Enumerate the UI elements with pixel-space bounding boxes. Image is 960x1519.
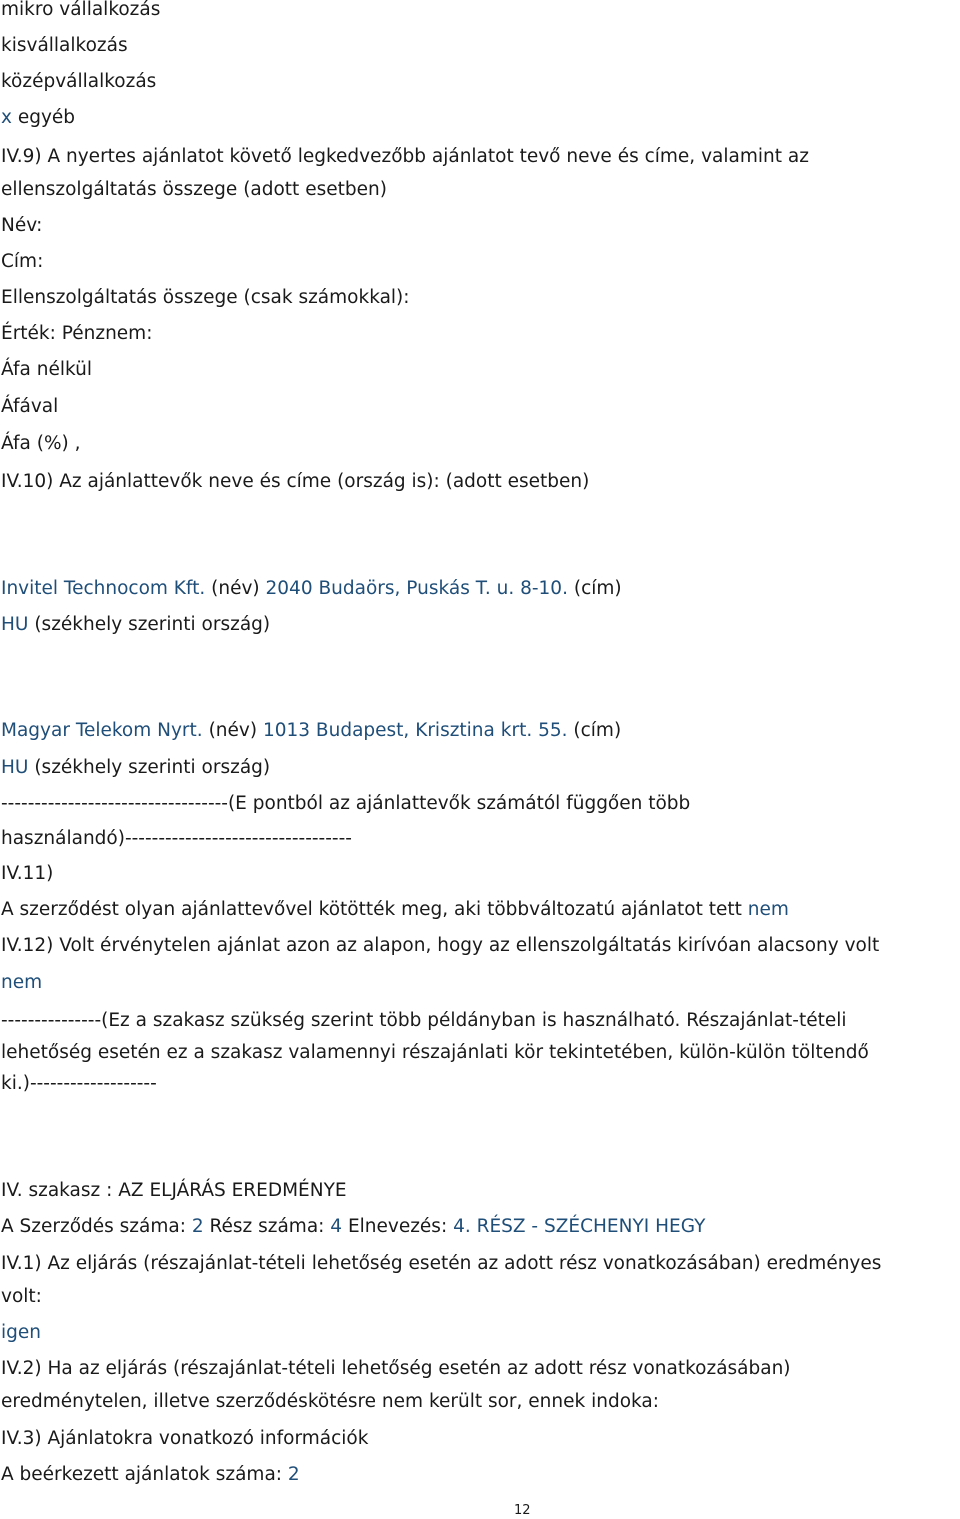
section-iv1-heading: IV.1) Az eljárás (részajánlat-tételi lehetőség esetén az adott rész vonatkozásában) eredményes: [1, 1253, 882, 1274]
part-name: 4. RÉSZ - SZÉCHENYI HEGY: [453, 1216, 706, 1237]
contract-number: 2: [191, 1216, 204, 1237]
section-note: ---------------(Ez a szakasz szükség szerint több példányban is használható. Részajánlat-tételi: [1, 1010, 847, 1031]
vat-included-label: Áfával: [1, 396, 59, 417]
variant-offer-question: [1, 898, 789, 922]
bidder-2-country-code: HU: [1, 757, 29, 778]
bidder-1-country: [1, 613, 270, 637]
option-medium: középvállalkozás: [1, 71, 157, 92]
value-currency-label: Érték: Pénznem:: [1, 323, 153, 344]
name-tag: (név): [205, 578, 266, 599]
offers-received: [1, 1463, 300, 1487]
contract-number-label: A Szerződés száma:: [1, 1216, 192, 1237]
address-tag: (cím): [567, 578, 622, 599]
procedure-success-value: igen: [1, 1322, 41, 1343]
bidder-2-name: Magyar Telekom Nyrt.: [1, 720, 203, 741]
section-iv3-heading: IV.3) Ajánlatokra vonatkozó információk: [1, 1428, 369, 1449]
section-iv11-heading: IV.11): [1, 863, 54, 884]
invalid-offer-answer: [1, 971, 42, 995]
section-iv12-heading: IV.12) Volt érvénytelen ajánlat azon az alapon, hogy az ellenszolgáltatás kirívóan alacsony volt: [1, 935, 880, 956]
contract-info: [1, 1215, 705, 1239]
part-number: 4: [330, 1216, 343, 1237]
section-note-end: ki.)-------------------: [1, 1073, 157, 1094]
country-tag: (székhely szerinti ország): [28, 614, 271, 635]
amount-label: Ellenszolgáltatás összege (csak számokkal):: [1, 287, 410, 308]
page-number: 12: [514, 1503, 531, 1518]
section-iv-title: IV. szakasz : AZ ELJÁRÁS EREDMÉNYE: [1, 1180, 347, 1201]
invalid-offer-answer-value: nem: [1, 972, 43, 993]
variant-offer-answer: nem: [747, 899, 789, 920]
offers-received-label: A beérkezett ajánlatok száma:: [1, 1464, 288, 1485]
section-iv2-heading: IV.2) Ha az eljárás (részajánlat-tételi lehetőség esetén az adott rész vonatkozásában): [1, 1358, 791, 1379]
repeat-note-cont: használandó)----------------------------------: [1, 828, 352, 849]
part-name-label: Elnevezés:: [342, 1216, 454, 1237]
bidder-2-country: [1, 756, 270, 780]
section-iv9-heading: IV.9) A nyertes ajánlatot követő legkedvezőbb ajánlatot tevő neve és címe, valamint az: [1, 146, 809, 167]
option-micro: mikro vállalkozás: [1, 0, 161, 20]
address-label: Cím:: [1, 251, 44, 272]
bidder-1-name-address: [1, 577, 622, 601]
selected-mark: x: [1, 107, 12, 128]
section-iv10-heading: IV.10) Az ajánlattevők neve és címe (ország is): (adott esetben): [1, 471, 590, 492]
option-small: kisvállalkozás: [1, 35, 128, 56]
section-iv1-heading-cont: volt:: [1, 1286, 42, 1307]
bidder-1-name: Invitel Technocom Kft.: [1, 578, 206, 599]
section-iv9-heading-cont: ellenszolgáltatás összege (adott esetben): [1, 179, 387, 200]
address-tag: (cím): [567, 720, 622, 741]
bidder-2-address: 1013 Budapest, Krisztina krt. 55.: [262, 720, 568, 741]
procedure-success-answer: [1, 1321, 41, 1345]
option-other: [1, 106, 75, 130]
bidder-2-name-address: [1, 719, 621, 743]
option-other-label: egyéb: [11, 107, 76, 128]
country-tag: (székhely szerinti ország): [28, 757, 271, 778]
bidder-1-address: 2040 Budaörs, Puskás T. u. 8-10.: [265, 578, 568, 599]
offers-received-count: 2: [287, 1464, 300, 1485]
vat-excluded-label: Áfa nélkül: [1, 359, 92, 380]
name-tag: (név): [202, 720, 263, 741]
name-label: Név:: [1, 215, 43, 236]
repeat-note: ----------------------------------(E pontból az ajánlattevők számától függően több: [1, 793, 691, 814]
bidder-1-country-code: HU: [1, 614, 29, 635]
part-number-label: Rész száma:: [203, 1216, 331, 1237]
section-note-cont: lehetőség esetén ez a szakasz valamennyi részajánlati kör tekintetében, külön-külön töltendő: [1, 1042, 869, 1063]
vat-percent-label: Áfa (%) ,: [1, 433, 81, 454]
variant-offer-text: A szerződést olyan ajánlattevővel kötötték meg, aki többváltozatú ajánlatot tett: [1, 899, 748, 920]
section-iv2-heading-cont: eredménytelen, illetve szerződéskötésre nem került sor, ennek indoka:: [1, 1391, 659, 1412]
